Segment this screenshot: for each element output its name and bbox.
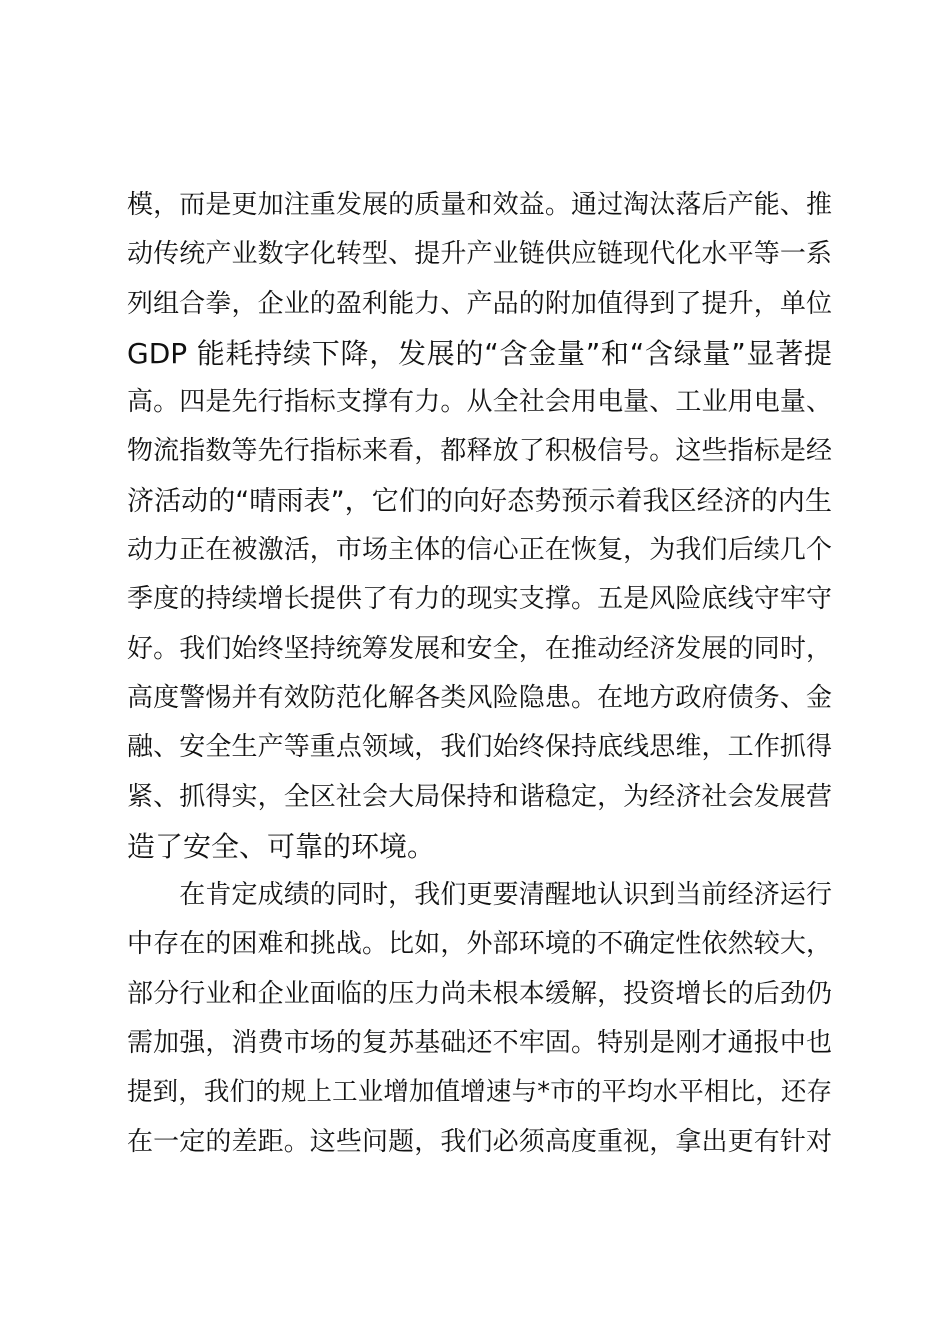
text-line: 模，而是更加注重发展的质量和效益。通过淘汰落后产能、推 [127,190,832,220]
text-line: 列组合拳，企业的盈利能力、产品的附加值得到了提升，单位 [127,288,832,319]
text-line: 造了安全、可靠的环境。 [127,829,436,863]
text-line: 融、安全生产等重点领域，我们始终保持底线思维，工作抓得 [127,732,832,763]
text-line: 动传统产业数字化转型、提升产业链供应链现代化水平等一系 [127,239,832,270]
text-line: 物流指数等先行指标来看，都释放了积极信号。这些指标是经 [127,436,832,467]
text-line: GDP 能耗持续下降，发展的“含金量”和“含绿量”显著提 [127,336,832,370]
text-line: 好。我们始终坚持统筹发展和安全，在推动经济发展的同时， [127,633,832,664]
text-line: 提到，我们的规上工业增加值增速与*市的平均水平相比，还存 [127,1077,832,1108]
text-line: 在肯定成绩的同时，我们更要清醒地认识到当前经济运行 [127,880,832,911]
body-text [127,181,832,1167]
text-line: 需加强，消费市场的复苏基础还不牢固。特别是刚才通报中也 [127,1028,832,1059]
text-line: 济活动的“晴雨表”，它们的向好态势预示着我区经济的内生 [127,485,832,517]
text-line: 在一定的差距。这些问题，我们必须高度重视，拿出更有针对 [127,1126,832,1157]
text-line: 动力正在被激活，市场主体的信心正在恢复，为我们后续几个 [127,535,832,566]
text-line: 部分行业和企业面临的压力尚未根本缓解，投资增长的后劲仍 [127,978,832,1009]
text-line: 中存在的困难和挑战。比如，外部环境的不确定性依然较大， [127,929,832,960]
text-line: 高。四是先行指标支撑有力。从全社会用电量、工业用电量、 [127,387,832,418]
text-line: 高度警惕并有效防范化解各类风险隐患。在地方政府债务、金 [127,682,832,713]
text-line: 季度的持续增长提供了有力的现实支撑。五是风险底线守牢守 [127,584,832,615]
text-line: 紧、抓得实，全区社会大局保持和谐稳定，为经济社会发展营 [127,781,832,812]
